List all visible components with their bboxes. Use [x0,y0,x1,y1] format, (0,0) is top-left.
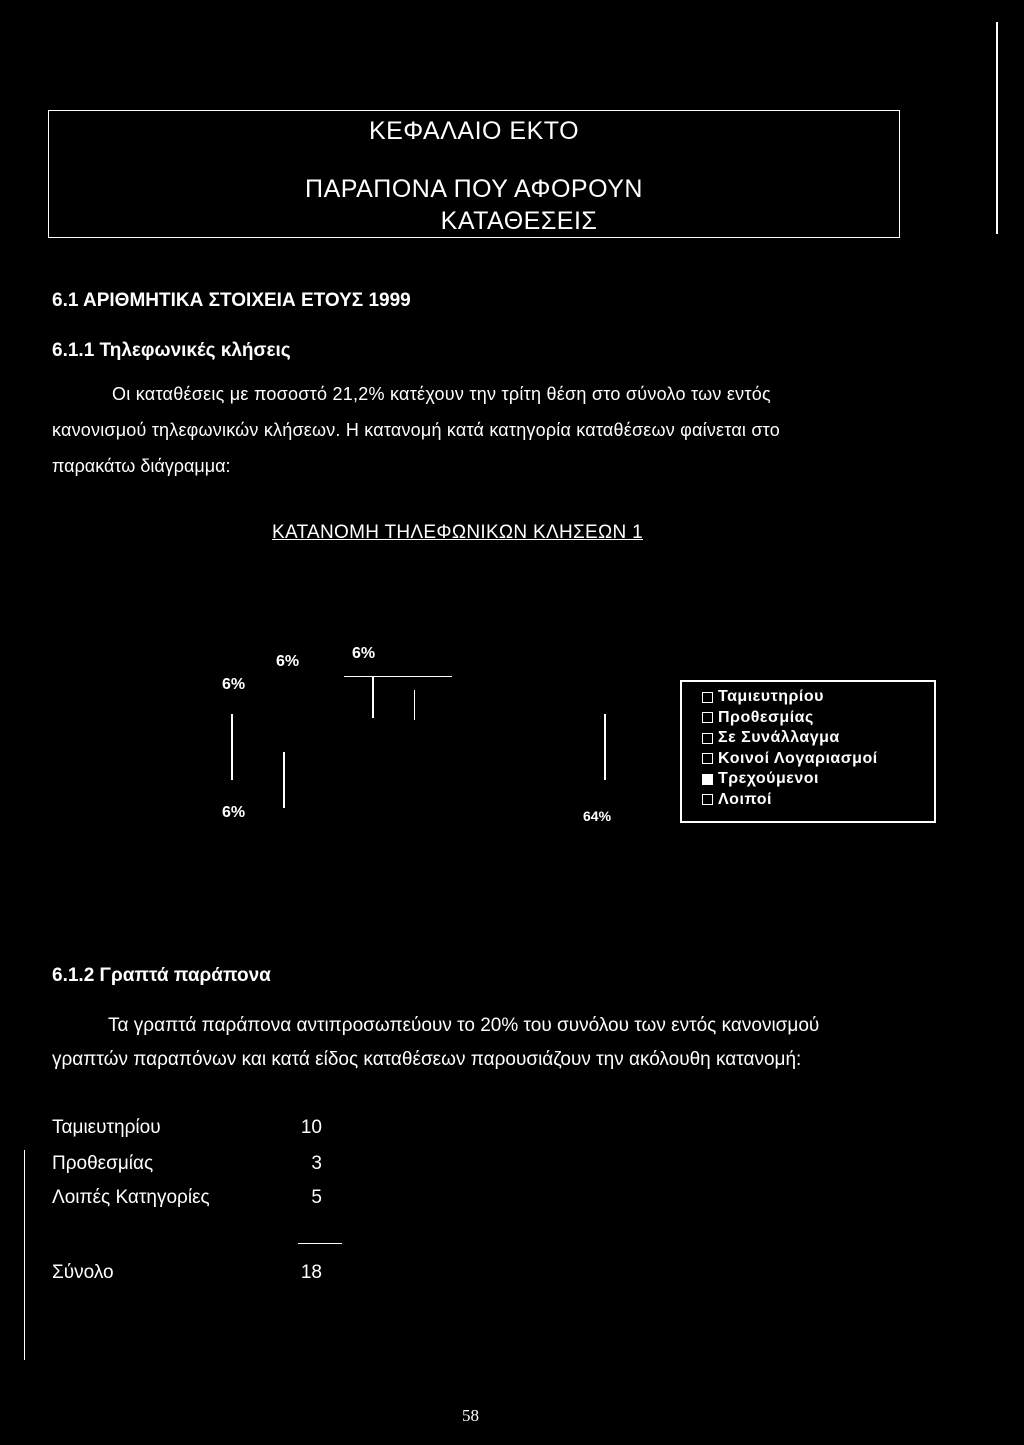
leader-line [414,690,415,720]
data-label: 6% [222,676,246,693]
leader-line [604,714,606,780]
chapter-header-box [48,110,900,238]
section-heading-6-1: 6.1 ΑΡΙΘΜΗΤΙΚΑ ΣΤΟΙΧΕΙΑ ΕΤΟΥΣ 1999 [52,290,411,311]
legend-swatch [702,692,713,703]
table-total-value: 18 [300,1262,322,1283]
legend-label: Κοινοί Λογαριασμοί [718,749,878,767]
paragraph-line: γραπτών παραπόνων και κατά είδος καταθέσεων παρουσιάζουν την ακόλουθη κατανομή: [52,1049,802,1070]
legend-label: Ταμιευτηρίου [718,688,824,705]
legend-item [702,769,934,790]
legend-swatch [702,774,713,785]
data-label: 6% [352,645,376,662]
table-row-label: Λοιπές Κατηγορίες [52,1187,210,1208]
legend-item [702,749,934,770]
legend-swatch [702,712,713,723]
legend-item [702,728,934,749]
data-label: 6% [276,653,300,670]
margin-line-left [24,1150,25,1360]
legend-item [702,687,934,708]
margin-line-right [996,22,998,234]
legend-swatch [702,753,713,764]
chapter-label: ΚΕΦΑΛΑΙΟ ΕΚΤΟ [368,117,580,145]
legend-swatch [702,733,713,744]
legend-label: Τρεχούμενοι [718,770,819,787]
paragraph-line: Τα γραπτά παράπονα αντιπροσωπεύουν το 20% του συνόλου των εντός κανονισμού [108,1015,820,1036]
table-row-label: Προθεσμίας [52,1153,154,1174]
page-number: 58 [462,1406,479,1425]
table-total-label: Σύνολο [52,1262,114,1283]
legend-item [702,790,934,811]
table-row-value: 10 [300,1117,322,1138]
data-label: 64% [583,808,612,824]
chapter-title-line1: ΠΑΡΑΠΟΝΑ ΠΟΥ ΑΦΟΡΟΥΝ [305,175,643,203]
paragraph-line: κανονισμού τηλεφωνικών κλήσεων. Η κατανομή κατά κατηγορία καταθέσεων φαίνεται στο [52,420,780,440]
chart-title: ΚΑΤΑΝΟΜΗ ΤΗΛΕΦΩΝΙΚΩΝ ΚΛΗΣΕΩΝ 1 [272,522,643,543]
legend-label: Προθεσμίας [718,708,814,726]
table-row-label: Ταμιευτηρίου [52,1117,161,1138]
legend-label: Σε Συνάλλαγμα [718,729,840,746]
chart-legend [680,680,936,823]
leader-line [372,676,374,718]
legend-swatch [702,794,713,805]
sum-rule [298,1243,342,1244]
table-row-value: 3 [311,1153,322,1174]
section-heading-6-1-2: 6.1.2 Γραπτά παράπονα [52,965,271,986]
leader-line [344,676,452,677]
paragraph-line: Οι καταθέσεις με ποσοστό 21,2% κατέχουν την τρίτη θέση στο σύνολο των εντός [112,384,771,404]
chapter-title-line2: ΚΑΤΑΘΕΣΕΙΣ [440,207,598,235]
data-label: 6% [222,804,246,821]
paragraph-line: παρακάτω διάγραμμα: [52,456,231,476]
leader-line [231,714,233,780]
leader-line [283,752,285,808]
table-row-value: 5 [311,1187,322,1208]
legend-label: Λοιποί [718,790,772,808]
section-heading-6-1-1: 6.1.1 Τηλεφωνικές κλήσεις [52,340,291,361]
legend-item [702,708,934,729]
